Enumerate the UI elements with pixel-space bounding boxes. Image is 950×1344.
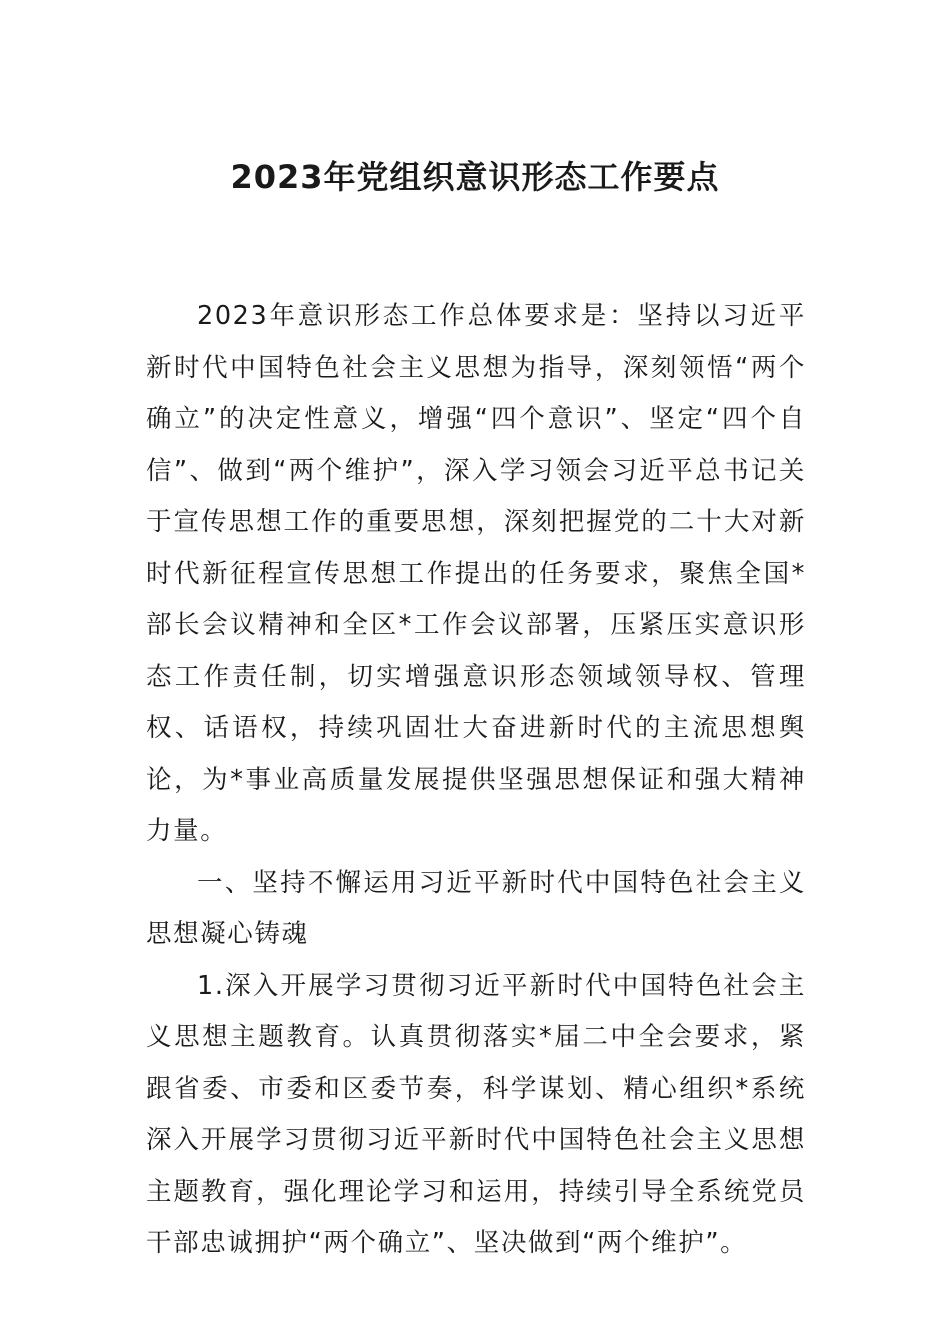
section-heading-one: 一、坚持不懈运用习近平新时代中国特色社会主义思想凝心铸魂: [146, 867, 806, 949]
document-body: [146, 291, 806, 1270]
paragraph-overall-requirements: 2023年意识形态工作总体要求是：坚持以习近平新时代中国特色社会主义思想为指导，深刻领悟“两个确立”的决定性意义，增强“四个意识”、坚定“四个自信”、做到“两个维护”，深入学习领会习近平总书记关于宣传思想工作的重要思想，深刻把握党的二十大对新时代新征程宣传思想工作提出的任务要求，聚焦全国*部长会议精神和全区*工作会议部署，压紧压实意识形态工作责任制，切实增强意识形态领域领导权、管理权、话语权，持续巩固壮大奋进新时代的主流思想舆论，为*事业高质量发展提供坚强思想保证和强大精神力量。: [146, 301, 806, 846]
paragraph-item-one: 1.深入开展学习贯彻习近平新时代中国特色社会主义思想主题教育。认真贯彻落实*届二中全会要求，紧跟省委、市委和区委节奏，科学谋划、精心组织*系统深入开展学习贯彻习近平新时代中国特色社会主义思想主题教育，强化理论学习和运用，持续引导全系统党员干部忠诚拥护“两个确立”、坚决做到“两个维护”。: [146, 970, 806, 1258]
document-title: 2023年党组织意识形态工作要点: [230, 158, 720, 196]
